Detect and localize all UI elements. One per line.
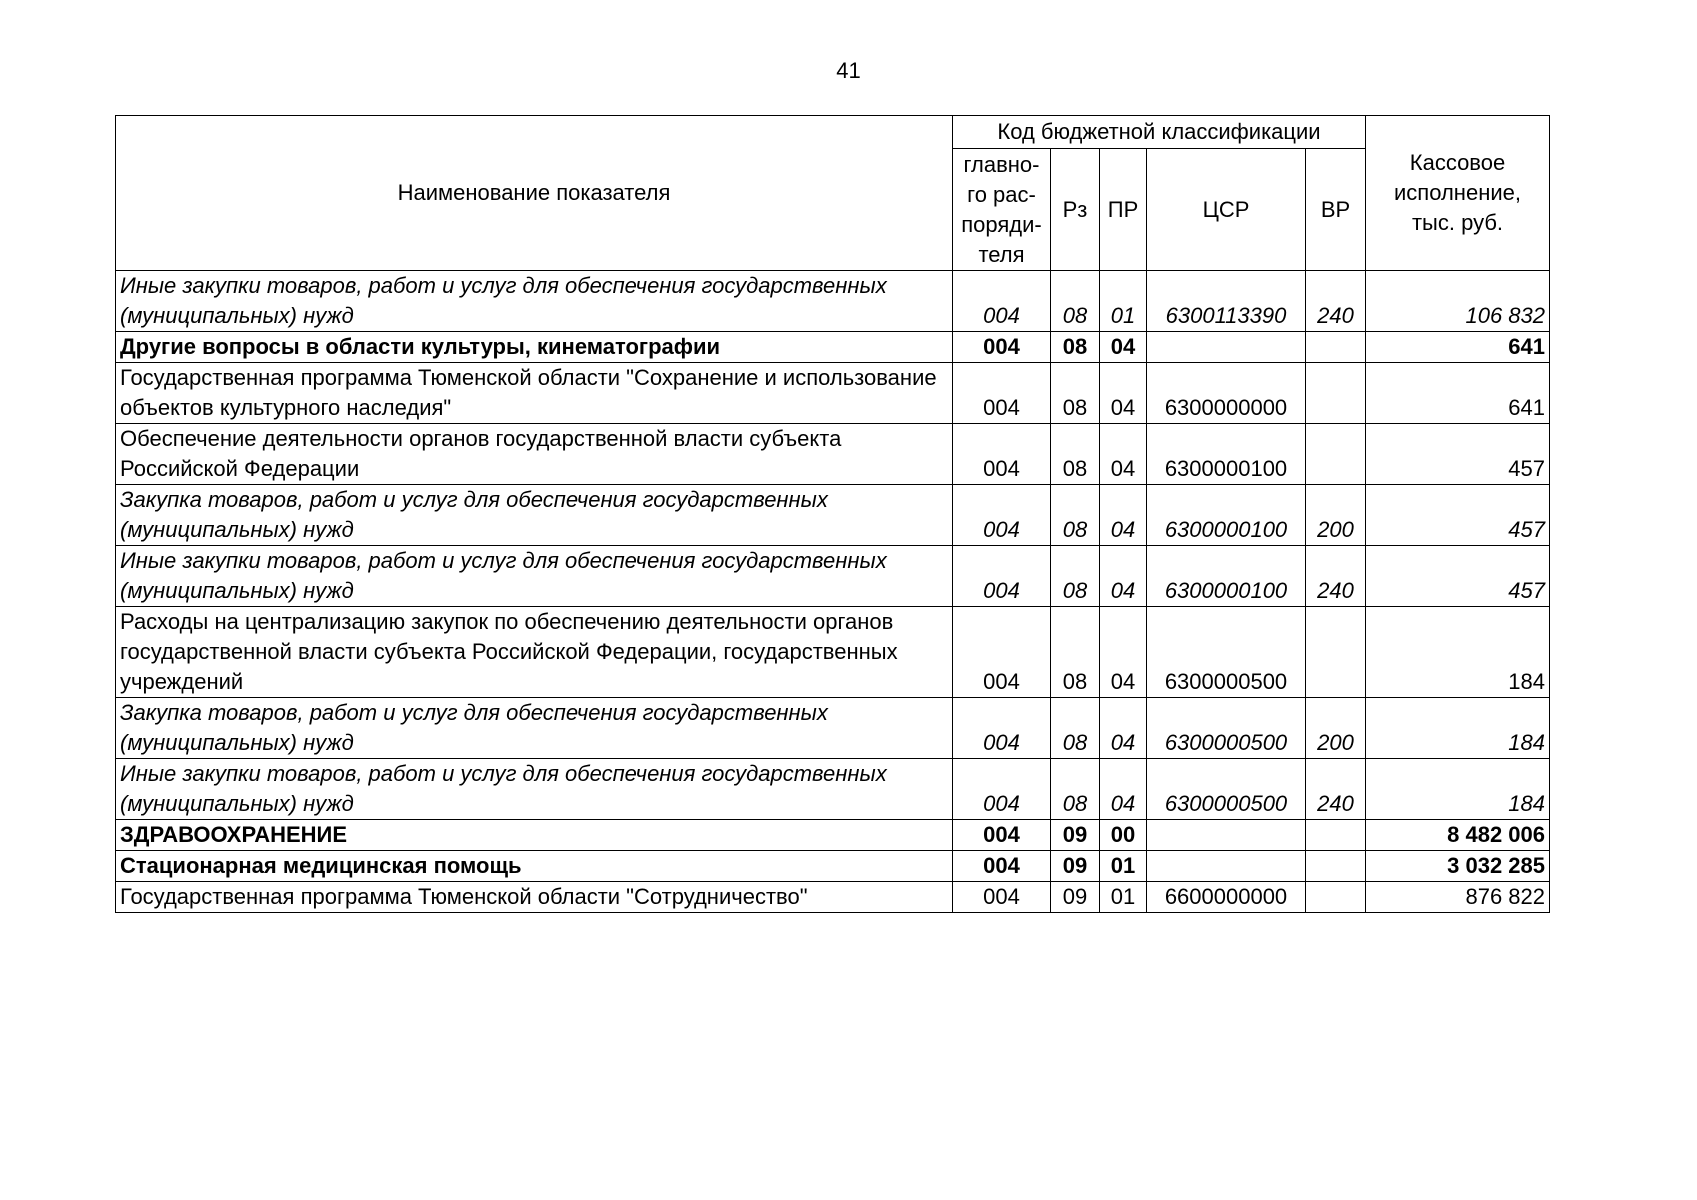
row-name: Иные закупки товаров, работ и услуг для обеспечения государственных (муниципальных) нужд <box>116 546 953 607</box>
row-name: Закупка товаров, работ и услуг для обеспечения государственных (муниципальных) нужд <box>116 698 953 759</box>
row-name: Государственная программа Тюменской области "Сохранение и использование объектов культурного наследия" <box>116 363 953 424</box>
row-name: Обеспечение деятельности органов государственной власти субъекта Российской Федерации <box>116 424 953 485</box>
row-glav-code: 004 <box>953 424 1051 485</box>
row-pr-code: 04 <box>1100 546 1147 607</box>
row-vr-code: 200 <box>1306 485 1366 546</box>
table-body <box>116 271 1550 913</box>
row-amount: 876 822 <box>1366 882 1550 913</box>
table-row <box>116 882 1550 913</box>
row-name: Иные закупки товаров, работ и услуг для обеспечения государственных (муниципальных) нужд <box>116 271 953 332</box>
header-vr: ВР <box>1306 149 1366 271</box>
row-csr-code: 6300000100 <box>1147 485 1306 546</box>
row-rz-code: 08 <box>1051 698 1100 759</box>
row-vr-code <box>1306 607 1366 698</box>
row-name: Государственная программа Тюменской области "Сотрудничество" <box>116 882 953 913</box>
row-amount: 641 <box>1366 332 1550 363</box>
row-glav-code: 004 <box>953 485 1051 546</box>
row-glav-code: 004 <box>953 882 1051 913</box>
table-row <box>116 546 1550 607</box>
row-vr-code <box>1306 882 1366 913</box>
table-row <box>116 332 1550 363</box>
row-glav-code: 004 <box>953 698 1051 759</box>
row-amount: 184 <box>1366 698 1550 759</box>
budget-table <box>115 115 1550 913</box>
row-pr-code: 01 <box>1100 851 1147 882</box>
row-vr-code <box>1306 851 1366 882</box>
header-kbk-group: Код бюджетной классификации <box>953 116 1366 149</box>
row-pr-code: 04 <box>1100 332 1147 363</box>
table-row <box>116 759 1550 820</box>
row-rz-code: 08 <box>1051 332 1100 363</box>
row-rz-code: 08 <box>1051 546 1100 607</box>
row-vr-code <box>1306 363 1366 424</box>
header-pr: ПР <box>1100 149 1147 271</box>
row-amount: 641 <box>1366 363 1550 424</box>
row-csr-code: 6300113390 <box>1147 271 1306 332</box>
row-pr-code: 00 <box>1100 820 1147 851</box>
row-name: Другие вопросы в области культуры, кинематографии <box>116 332 953 363</box>
row-amount: 3 032 285 <box>1366 851 1550 882</box>
row-pr-code: 01 <box>1100 271 1147 332</box>
table-row <box>116 607 1550 698</box>
row-glav-code: 004 <box>953 546 1051 607</box>
table-row <box>116 363 1550 424</box>
row-csr-code: 6300000000 <box>1147 363 1306 424</box>
row-rz-code: 08 <box>1051 485 1100 546</box>
row-csr-code <box>1147 332 1306 363</box>
table-row <box>116 485 1550 546</box>
table-row <box>116 851 1550 882</box>
row-pr-code: 04 <box>1100 363 1147 424</box>
row-csr-code: 6300000100 <box>1147 546 1306 607</box>
row-rz-code: 09 <box>1051 851 1100 882</box>
row-rz-code: 09 <box>1051 820 1100 851</box>
row-glav-code: 004 <box>953 271 1051 332</box>
row-rz-code: 09 <box>1051 882 1100 913</box>
row-amount: 457 <box>1366 424 1550 485</box>
table-header <box>116 116 1550 271</box>
row-amount: 184 <box>1366 759 1550 820</box>
row-csr-code: 6600000000 <box>1147 882 1306 913</box>
header-name: Наименование показателя <box>116 116 953 271</box>
row-amount: 8 482 006 <box>1366 820 1550 851</box>
row-pr-code: 04 <box>1100 759 1147 820</box>
row-amount: 106 832 <box>1366 271 1550 332</box>
row-vr-code <box>1306 424 1366 485</box>
row-csr-code <box>1147 851 1306 882</box>
row-rz-code: 08 <box>1051 424 1100 485</box>
table-row <box>116 820 1550 851</box>
row-name: Расходы на централизацию закупок по обеспечению деятельности органов государственной власти субъекта Российской Федерации, государственных учреждений <box>116 607 953 698</box>
row-amount: 184 <box>1366 607 1550 698</box>
row-pr-code: 04 <box>1100 485 1147 546</box>
row-glav-code: 004 <box>953 332 1051 363</box>
row-amount: 457 <box>1366 546 1550 607</box>
row-pr-code: 04 <box>1100 607 1147 698</box>
row-name: ЗДРАВООХРАНЕНИЕ <box>116 820 953 851</box>
row-csr-code <box>1147 820 1306 851</box>
row-name: Иные закупки товаров, работ и услуг для обеспечения государственных (муниципальных) нужд <box>116 759 953 820</box>
table-row <box>116 698 1550 759</box>
row-vr-code: 200 <box>1306 698 1366 759</box>
header-amount: Кассовое исполнение, тыс. руб. <box>1366 116 1550 271</box>
row-pr-code: 04 <box>1100 424 1147 485</box>
row-amount: 457 <box>1366 485 1550 546</box>
row-vr-code: 240 <box>1306 546 1366 607</box>
header-glav: главно-го рас-поряди-теля <box>953 149 1051 271</box>
row-csr-code: 6300000500 <box>1147 698 1306 759</box>
row-vr-code <box>1306 820 1366 851</box>
row-vr-code <box>1306 332 1366 363</box>
header-csr: ЦСР <box>1147 149 1306 271</box>
row-csr-code: 6300000100 <box>1147 424 1306 485</box>
row-name: Стационарная медицинская помощь <box>116 851 953 882</box>
row-csr-code: 6300000500 <box>1147 607 1306 698</box>
row-csr-code: 6300000500 <box>1147 759 1306 820</box>
row-rz-code: 08 <box>1051 759 1100 820</box>
row-glav-code: 004 <box>953 759 1051 820</box>
row-vr-code: 240 <box>1306 271 1366 332</box>
row-glav-code: 004 <box>953 851 1051 882</box>
row-pr-code: 01 <box>1100 882 1147 913</box>
header-rz: Рз <box>1051 149 1100 271</box>
row-rz-code: 08 <box>1051 271 1100 332</box>
row-name: Закупка товаров, работ и услуг для обеспечения государственных (муниципальных) нужд <box>116 485 953 546</box>
row-glav-code: 004 <box>953 363 1051 424</box>
row-glav-code: 004 <box>953 607 1051 698</box>
row-rz-code: 08 <box>1051 607 1100 698</box>
row-glav-code: 004 <box>953 820 1051 851</box>
table-row <box>116 424 1550 485</box>
row-pr-code: 04 <box>1100 698 1147 759</box>
page-number: 41 <box>836 58 861 83</box>
row-rz-code: 08 <box>1051 363 1100 424</box>
table-row <box>116 271 1550 332</box>
row-vr-code: 240 <box>1306 759 1366 820</box>
